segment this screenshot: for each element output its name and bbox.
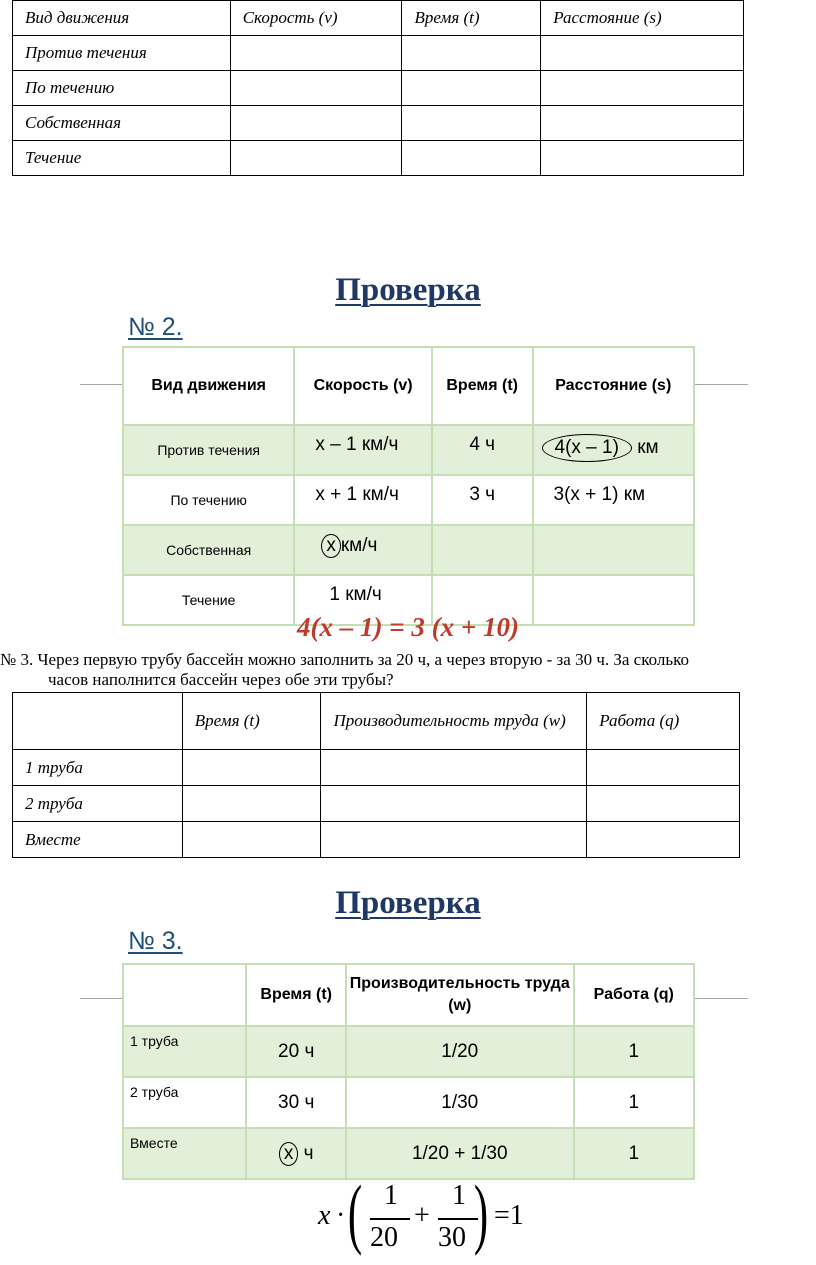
motion-table-empty: [12, 0, 744, 176]
left-paren: (: [347, 1169, 363, 1256]
work-cell: 1: [574, 1128, 694, 1179]
row-label: Течение: [13, 141, 231, 176]
unit: ч: [303, 1142, 314, 1164]
header-cell: Вид движения: [123, 347, 294, 425]
equation: 4(x – 1) = 3 (x + 10): [297, 612, 519, 642]
work-cell: 1: [574, 1077, 694, 1128]
header-cell: Время (t): [432, 347, 533, 425]
header-cell: Время (t): [246, 964, 346, 1026]
time-cell: [246, 1128, 346, 1179]
row-label: Против течения: [123, 425, 294, 475]
header-cell: Производительность труда (w): [346, 964, 574, 1026]
slide-number: № 2.: [128, 313, 183, 341]
row-label: Течение: [123, 575, 294, 625]
row-label: По течению: [13, 71, 231, 106]
work-table-filled: [122, 963, 695, 1180]
unit: км: [637, 437, 659, 458]
rate-cell: 1/30: [346, 1077, 574, 1128]
header-cell: Работа (q): [574, 964, 694, 1026]
header-cell: Скорость (v): [294, 347, 432, 425]
rate-cell: 1/20: [346, 1026, 574, 1077]
time-cell: 30 ч: [246, 1077, 346, 1128]
rate-cell: 1/20 + 1/30: [346, 1128, 574, 1179]
header-cell: Расстояние (s): [541, 1, 744, 36]
speed-cell: х – 1 км/ч: [294, 425, 432, 475]
row-label: Против течения: [13, 36, 231, 71]
time-cell: 3 ч: [432, 475, 533, 525]
slide-title: Проверка: [335, 272, 481, 308]
work-cell: 1: [574, 1026, 694, 1077]
header-cell: Производительность труда (w): [321, 693, 587, 750]
problem-text: [0, 650, 810, 690]
numerator: 1: [384, 1180, 398, 1211]
speed-cell: 1 км/ч: [294, 575, 432, 625]
formula-dot: ·: [336, 1200, 346, 1231]
equals-one: =1: [494, 1200, 524, 1231]
slide-title: Проверка: [335, 885, 481, 921]
problem-line: часов наполнится бассейн через обе эти трубы?: [48, 670, 394, 689]
header-cell: Время (t): [402, 1, 541, 36]
row-label: По течению: [123, 475, 294, 525]
work-table-empty: [12, 692, 740, 858]
circled-variable: х: [321, 534, 341, 558]
row-label: Вместе: [13, 822, 183, 858]
fraction-bar: [438, 1218, 478, 1220]
header-cell: [123, 964, 246, 1026]
row-label: Вместе: [123, 1128, 246, 1179]
header-cell: Расстояние (s): [533, 347, 695, 425]
slide-number: № 3.: [128, 927, 183, 955]
numerator: 1: [452, 1180, 466, 1211]
problem-line: № 3. Через первую трубу бассейн можно заполнить за 20 ч, а через вторую - за 30 ч. За сколько: [0, 650, 690, 669]
formula-variable: x: [318, 1200, 331, 1231]
header-cell: Работа (q): [587, 693, 740, 750]
speed-cell: [294, 525, 432, 575]
circled-expression: 4(х – 1): [542, 434, 632, 462]
header-cell: Вид движения: [13, 1, 231, 36]
header-cell: Скорость (v): [230, 1, 402, 36]
row-label: 1 труба: [123, 1026, 246, 1077]
denominator: 30: [438, 1222, 466, 1253]
row-label: Собственная: [13, 106, 231, 141]
header-cell: [13, 693, 183, 750]
row-label: Собственная: [123, 525, 294, 575]
row-label: 2 труба: [123, 1077, 246, 1128]
unit: км/ч: [340, 535, 378, 556]
plus-sign: +: [414, 1200, 430, 1231]
row-label: 1 труба: [13, 750, 183, 786]
circled-variable: х: [279, 1142, 299, 1166]
time-cell: 20 ч: [246, 1026, 346, 1077]
fraction-bar: [370, 1218, 410, 1220]
denominator: 20: [370, 1222, 398, 1253]
distance-cell: [533, 425, 695, 475]
distance-cell: 3(х + 1) км: [533, 475, 695, 525]
right-paren: ): [473, 1169, 489, 1256]
row-label: 2 труба: [13, 786, 183, 822]
motion-table-filled: [122, 346, 695, 626]
speed-cell: х + 1 км/ч: [294, 475, 432, 525]
time-cell: 4 ч: [432, 425, 533, 475]
header-cell: Время (t): [182, 693, 321, 750]
